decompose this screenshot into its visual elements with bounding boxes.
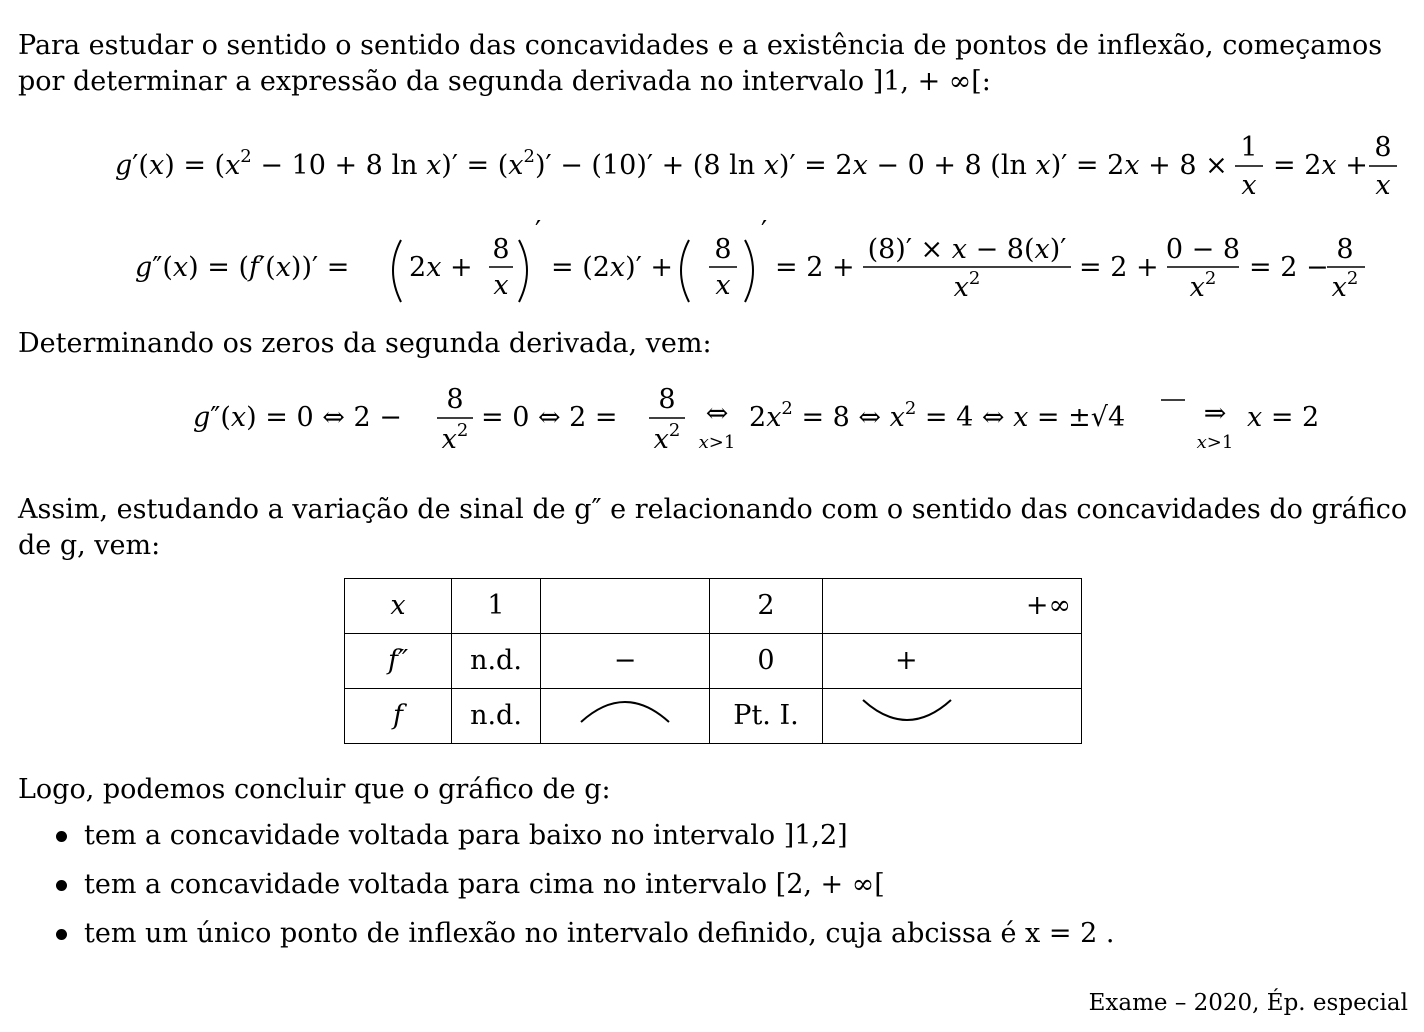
svg-text:x>1: x>1 [698,432,736,453]
first-derivative-equation [18,126,1408,206]
svg-text:x>1: x>1 [1196,432,1234,453]
table-cell: f″ [345,634,452,689]
list-item-text: tem um único ponto de inflexão no intervalo definido, cuja abcissa é x = 2 . [84,918,1115,949]
svg-text:g″(x) = 0 ⇔ 2 −: g″(x) = 0 ⇔ 2 − [193,402,402,433]
svg-text:2x2 = 8 ⇔ x2 = 4 ⇔ x = ±√4: $2x^2 = 8$ ⇔ $x^2 = 4$ ⇔ x = ±√4 [749,398,1126,433]
svg-text:8: 8 [658,384,676,415]
concave-down-arc-icon [579,696,671,726]
conclusion-intro: Logo, podemos concluir que o gráfico de g: [18,774,611,805]
table-cell: n.d. [452,689,541,744]
table-cell: Pt. I. [710,689,823,744]
list-item [18,818,1408,854]
svg-text:′: ′ [761,216,768,247]
first-derivative-formula [63,126,1392,201]
bullet-icon [56,880,67,891]
svg-text:8: 8 [492,234,510,265]
zeros-formula [63,382,1363,458]
table-row [345,689,1082,744]
svg-text:= 2 +: = 2 + [775,252,855,283]
table-cell: − [541,634,710,689]
svg-text:(8)′ × x − 8(x)′: (8)′ × x − 8(x)′ [867,234,1067,265]
svg-text:= 2x +: = 2x + [1273,150,1368,181]
svg-text:8: 8 [714,234,732,265]
second-derivative-formula [63,216,1363,306]
svg-text:⇒: ⇒ [1203,398,1227,429]
svg-text:x: x [1375,170,1391,201]
table-cell: n.d. [452,634,541,689]
table-cell [823,634,1082,689]
list-item [18,916,1408,952]
svg-text:x: x [715,270,731,301]
bullet-icon [56,831,67,842]
svg-text:8: 8 [446,384,464,415]
list-item-text: tem a concavidade voltada para baixo no intervalo ]1,2] [84,820,848,851]
svg-text:x2: $x^2$ [953,268,981,303]
svg-text:= 0 ⇔ 2 =: = 0 ⇔ 2 = [481,402,618,433]
assim-paragraph: Assim, estudando a variação de sinal de g″ e relacionando com o sentido das concavidades do gráfico de g, vem: [18,494,1408,561]
table-cell: 2 [710,579,823,634]
concave-up-arc-icon [861,696,953,726]
svg-text:g′(x) = (x2 − 10 + 8 ln x)′ =: $g'(x) = (x^2 - 10 + 8$ $\ln x)' = (x^2)' - (10)' + (8$ ln x)′ = 2x − 0 + 8 (ln x)′ = 2x + 8 × [115,146,1228,181]
svg-text:= 2 −: = 2 − [1249,252,1329,283]
svg-text:x2: $x^2$ [1189,268,1217,303]
svg-text:x2: $x^2$ [1331,268,1359,303]
svg-text:x2: $x^2$ [653,420,681,455]
svg-text:= 2 +: = 2 + [1079,252,1159,283]
svg-text:′: ′ [535,216,542,247]
svg-text:x = 2: x = 2 [1247,402,1320,433]
second-derivative-equation [18,216,1408,316]
svg-text:⇔: ⇔ [705,398,729,429]
svg-text:x: x [493,270,509,301]
bullet-icon [56,929,67,940]
intro-paragraph: Para estudar o sentido o sentido das concavidades e a existência de pontos de inflexão, começamos por determinar a expressão da segunda derivada no intervalo ]1, + ∞[: [18,30,1383,97]
table-cell: 1 [452,579,541,634]
list-item-text: tem a concavidade voltada para cima no intervalo [2, + ∞[ [84,869,885,900]
svg-text:x: x [1241,170,1257,201]
svg-text:0 − 8: 0 − 8 [1165,234,1241,265]
svg-text:1: 1 [1240,132,1258,163]
exam-source-footer: Exame – 2020, Ép. especial [1088,990,1408,1016]
svg-text:g″(x) = (f′(x))′ =: g″(x) = (f′(x))′ = [135,252,350,283]
conclusion-section [18,772,1408,965]
sign-table [344,578,1082,744]
conclusion-list [18,818,1408,952]
table-row [345,579,1082,634]
table-cell: +∞ [823,579,1082,634]
table-row [345,634,1082,689]
table-cell [823,689,1082,744]
plus-sign: + [895,645,918,676]
table-cell [541,579,710,634]
svg-text:8: 8 [1336,234,1354,265]
table-cell: 0 [710,634,823,689]
list-item [18,867,1408,903]
table-cell: f [345,689,452,744]
table-cell [541,689,710,744]
svg-text:8: 8 [1374,132,1392,163]
zeros-equation [18,382,1408,468]
svg-text:x2: $x^2$ [441,420,469,455]
svg-text:= (2x)′ +: = (2x)′ + [551,252,674,283]
table-cell: x [345,579,452,634]
sign-table-container [344,578,1082,744]
svg-text:2x +: 2x + [409,252,473,283]
zeros-label: Determinando os zeros da segunda derivada, vem: [18,328,712,359]
